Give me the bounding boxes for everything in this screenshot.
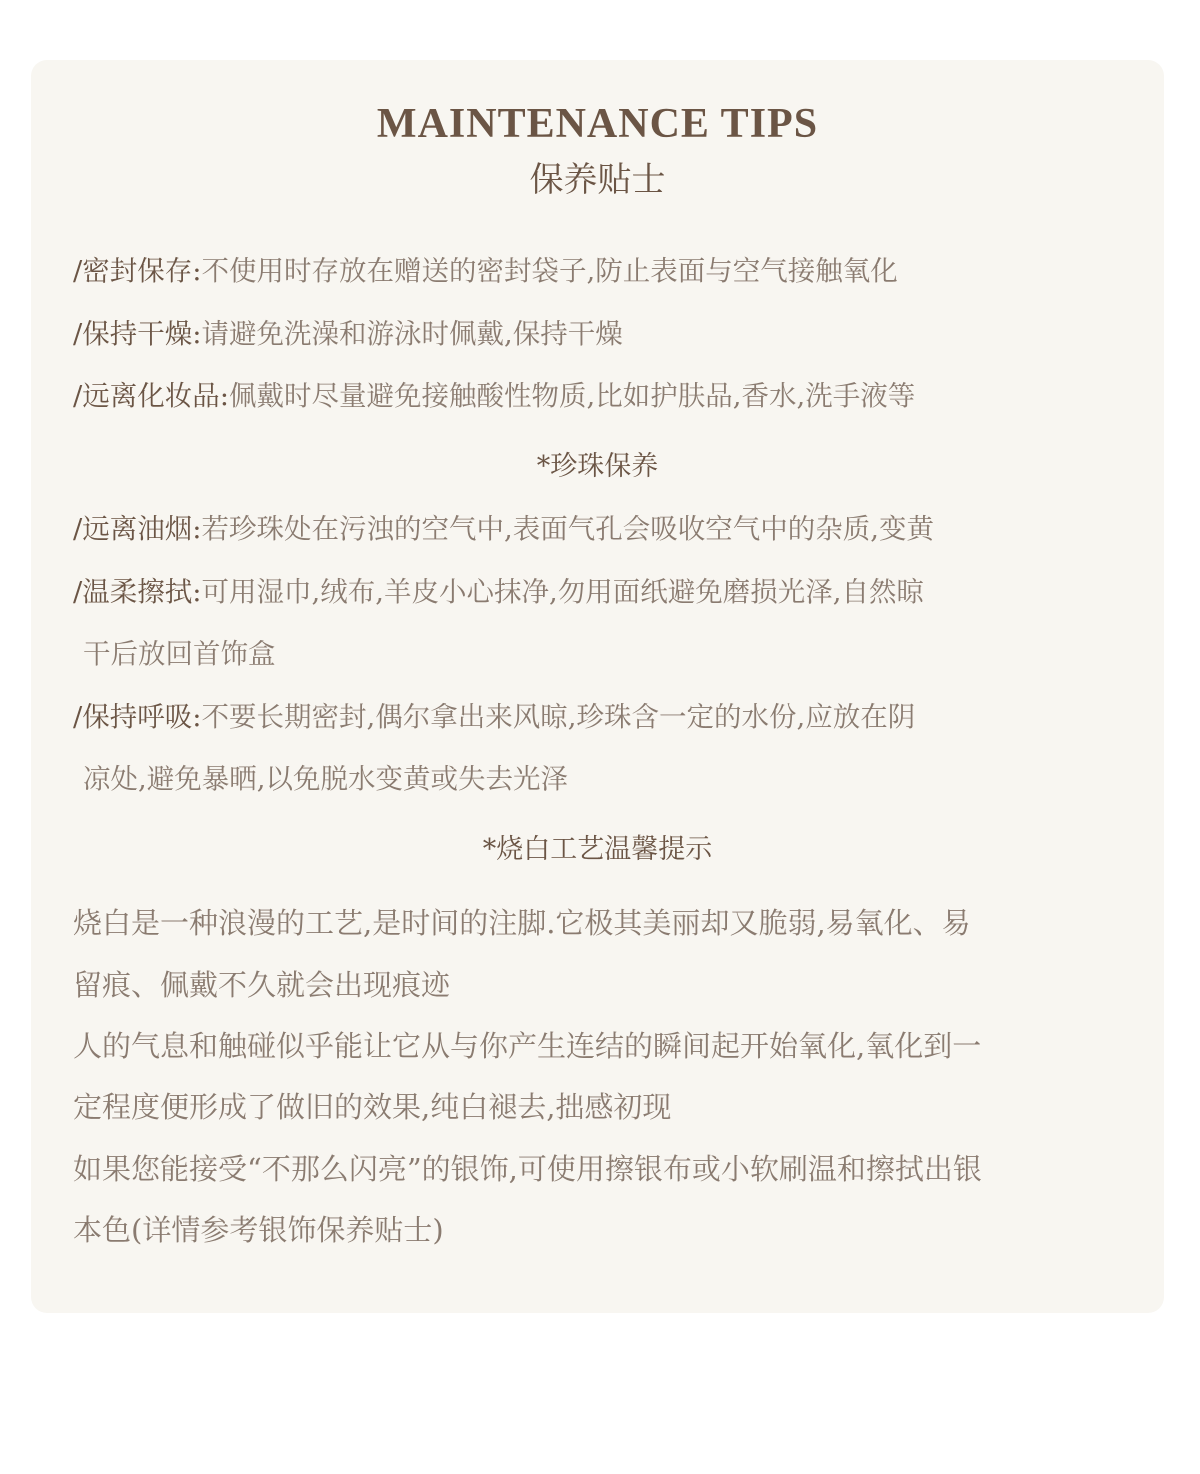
tip-label: /密封保存: — [73, 255, 202, 287]
oxidized-text-line: 本色(详情参考银饰保养贴士) — [73, 1213, 444, 1247]
oxidized-text-line: 烧白是一种浪漫的工艺,是时间的注脚.它极其美丽却又脆弱,易氧化、易 — [73, 906, 971, 940]
pearl-tip-avoid-fumes — [73, 509, 1133, 549]
page-title-cn: 保养贴士 — [529, 160, 666, 200]
tip-text: 若珍珠处在污浊的空气中,表面气孔会吸收空气中的杂质,变黄 — [201, 513, 935, 545]
pearl-tip-gentle-wipe — [73, 572, 1133, 612]
tip-label: /保持呼吸: — [73, 701, 202, 733]
tip-label: /远离化妆品: — [73, 380, 230, 412]
oxidized-text-line: 留痕、佩戴不久就会出现痕迹 — [73, 968, 451, 1002]
pearl-tip-breathe-continued: 凉处,避免暴晒,以免脱水变黄或失去光泽 — [83, 763, 568, 795]
tip-text: 不使用时存放在赠送的密封袋子,防止表面与空气接触氧化 — [201, 255, 898, 287]
tip-text: 请避免洗澡和游泳时佩戴,保持干燥 — [201, 318, 623, 350]
oxidized-craft-heading: *烧白工艺温馨提示 — [482, 834, 713, 865]
tip-text: 可用湿巾,绒布,羊皮小心抹净,勿用面纸避免磨损光泽,自然晾 — [201, 576, 924, 608]
oxidized-text-line: 如果您能接受“不那么闪亮”的银饰,可使用擦银布或小软刷温和擦拭出银 — [73, 1152, 982, 1186]
tip-sealed-storage — [73, 251, 1133, 291]
oxidized-text-line: 人的气息和触碰似乎能让它从与你产生连结的瞬间起开始氧化,氧化到一 — [73, 1029, 982, 1063]
pearl-tip-breathe — [73, 697, 1133, 737]
pearl-care-heading: *珍珠保养 — [536, 451, 659, 482]
tip-avoid-cosmetics — [73, 376, 1133, 416]
pearl-tip-gentle-wipe-continued: 干后放回首饰盒 — [83, 638, 276, 670]
maintenance-card — [31, 60, 1164, 1313]
tip-text: 佩戴时尽量避免接触酸性物质,比如护肤品,香水,洗手液等 — [229, 380, 916, 412]
oxidized-text-line: 定程度便形成了做旧的效果,纯白褪去,拙感初现 — [73, 1090, 672, 1124]
tip-text: 不要长期密封,偶尔拿出来风晾,珍珠含一定的水份,应放在阴 — [201, 701, 916, 733]
tip-keep-dry — [73, 314, 1133, 354]
tip-label: /远离油烟: — [73, 513, 202, 545]
tip-label: /保持干燥: — [73, 318, 202, 350]
tip-label: /温柔擦拭: — [73, 576, 202, 608]
page-title-en: MAINTENANCE TIPS — [376, 101, 819, 147]
